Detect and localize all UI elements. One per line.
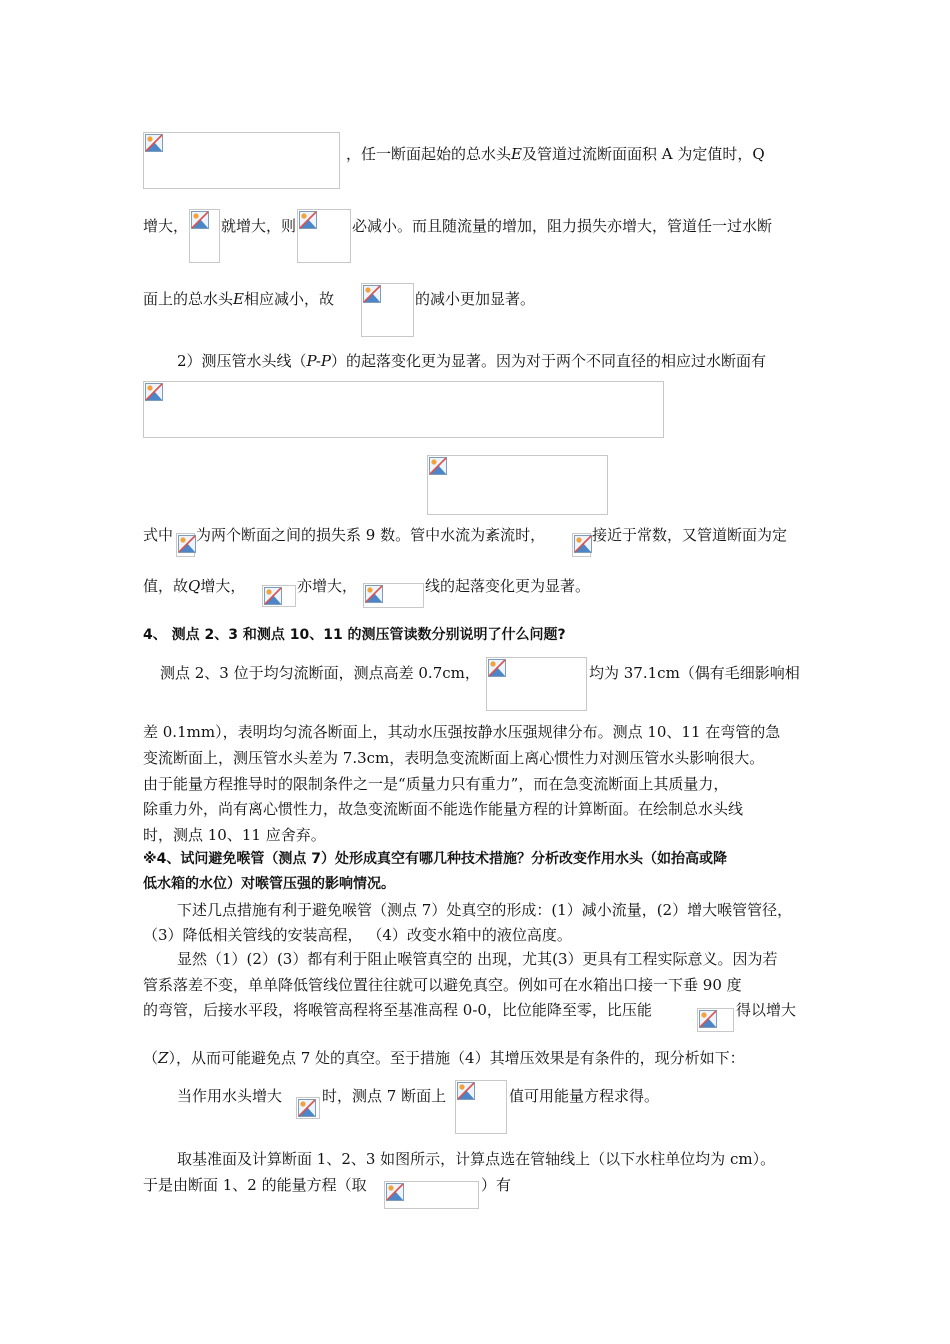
broken-image-icon [365, 585, 383, 603]
formula-image [384, 1181, 479, 1209]
text-line: 为两个断面之间的损失系 9 数。管中水流为紊流时， [196, 526, 546, 544]
text-line: 取基准面及计算断面 1、2、3 如图所示，计算点选在管轴线上（以下水柱单位均为 cm）。 [177, 1150, 776, 1168]
text-line: 均为 37.1cm（偶有毛细影响相 [589, 664, 800, 682]
broken-image-icon [178, 535, 196, 553]
text-line: 的减小更加显著。 [415, 290, 536, 308]
text-line: 变流断面上，测压管水头差为 7.3cm，表明急变流断面上离心惯性力对测压管水头影响很大。 [143, 749, 765, 767]
text-line: 线的起落变化更为显著。 [425, 577, 591, 595]
text-line: 面上的总水头E相应减小，故 [143, 290, 334, 308]
section-heading: 4、 测点 2、3 和测点 10、11 的测压管读数分别说明了什么问题? [143, 627, 566, 643]
formula-image [143, 381, 664, 438]
broken-image-icon [264, 587, 282, 605]
text-line: 除重力外，尚有离心惯性力，故急变流断面不能选作能量方程的计算断面。在绘制总水头线 [143, 800, 744, 818]
text-line: 管系落差不变，单单降低管线位置往往就可以避免真空。例如可在水箱出口接一下垂 90 度 [143, 976, 742, 994]
broken-image-icon [386, 1183, 404, 1201]
broken-image-icon [299, 211, 317, 229]
broken-image-icon [145, 134, 163, 152]
broken-image-icon [574, 535, 592, 553]
broken-image-icon [191, 211, 209, 229]
text-line: 于是由断面 1、2 的能量方程（取 [143, 1176, 367, 1194]
text-line: 时，测点 7 断面上 [322, 1087, 447, 1105]
broken-image-icon [488, 659, 506, 677]
formula-image [572, 533, 591, 557]
text-line: 得以增大 [736, 1001, 797, 1019]
broken-image-icon [699, 1010, 717, 1028]
text-line: （3）降低相关管线的安装高程， （4）改变水箱中的液位高度。 [143, 926, 572, 944]
formula-image [361, 283, 414, 337]
broken-image-icon [457, 1082, 475, 1100]
text-line: 式中 [143, 526, 174, 544]
broken-image-icon [298, 1099, 316, 1117]
text-line: 测点 2、3 位于均匀流断面，测点高差 0.7cm， [160, 664, 480, 682]
text-line: 由于能量方程推导时的限制条件之一是“质量力只有重力”，而在急变流断面上其质量力， [143, 775, 729, 793]
broken-image-icon [363, 285, 381, 303]
text-line: 下述几点措施有利于避免喉管（测点 7）处真空的形成：(1）减小流量，(2）增大喉管管径， [177, 901, 793, 919]
broken-image-icon [429, 457, 447, 475]
text-line: 值，故Q增大， [143, 577, 246, 595]
text-line: 必减小。而且随流量的增加，阻力损失亦增大，管道任一过水断 [352, 217, 773, 235]
text-line: 值可用能量方程求得。 [509, 1087, 660, 1105]
formula-image [297, 209, 351, 263]
formula-image [427, 455, 608, 515]
text-line: 增大， [143, 217, 189, 235]
text-line: 的弯管，后接水平段，将喉管高程将至基准高程 0-0，比位能降至零，比压能 [143, 1001, 652, 1019]
formula-image [176, 533, 195, 557]
formula-image [143, 132, 340, 189]
text-line: ）有 [481, 1176, 512, 1194]
text-line: 就增大，则 [221, 217, 297, 235]
text-line: ，任一断面起始的总水头E及管道过流断面面积 A 为定值时，Q [346, 145, 765, 163]
formula-image [189, 209, 220, 263]
text-line: 差 0.1mm），表明均匀流各断面上，其动水压强按静水压强规律分布。测点 10、11 在弯管的急 [143, 723, 781, 741]
text-line: 接近于常数，又管道断面为定 [592, 526, 788, 544]
section-heading: ※4、试问避免喉管（测点 7）处形成真空有哪几种技术措施？分析改变作用水头（如抬高或降 [143, 851, 727, 867]
formula-image [486, 657, 587, 711]
section-heading: 低水箱的水位）对喉管压强的影响情况。 [143, 876, 395, 892]
formula-image [697, 1008, 734, 1032]
text-line: （Z），从而可能避免点 7 处的真空。至于措施（4）其增压效果是有条件的，现分析如下： [143, 1049, 745, 1067]
text-line: 亦增大， [297, 577, 358, 595]
text-line: 时，测点 10、11 应舍弃。 [143, 826, 326, 844]
formula-image [363, 583, 424, 608]
formula-image [262, 585, 296, 607]
text-line: 当作用水头增大 [177, 1087, 283, 1105]
formula-image [455, 1080, 507, 1134]
text-line: 2）测压管水头线（P-P）的起落变化更为显著。因为对于两个不同直径的相应过水断面有 [177, 352, 766, 370]
formula-image [296, 1097, 320, 1119]
broken-image-icon [145, 383, 163, 401]
text-line: 显然（1）(2）(3）都有利于阻止喉管真空的 出现，尤其(3）更具有工程实际意义。因为若 [177, 950, 778, 968]
